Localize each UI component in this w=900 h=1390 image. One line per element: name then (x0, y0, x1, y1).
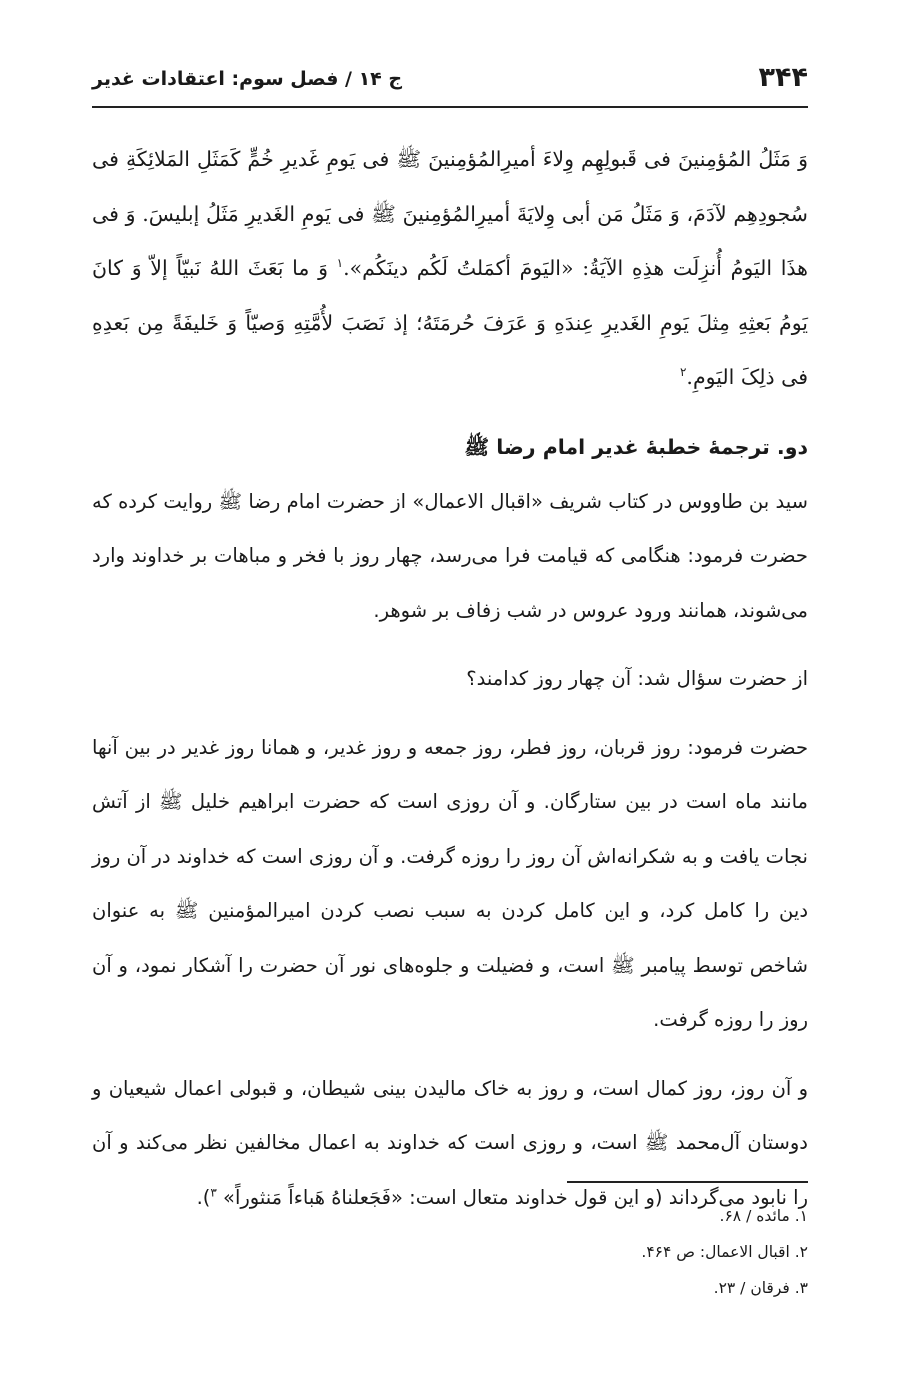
arabic-hadith-paragraph (92, 132, 808, 405)
running-title: ج ۱۴ / فصل سوم: اعتقادات غدیر (92, 68, 403, 90)
running-head (92, 62, 808, 102)
page-number: ۳۴۴ (758, 62, 808, 93)
footnote-rule (567, 1181, 808, 1183)
paragraph-4-end: ). (196, 1185, 211, 1209)
footnote-2: ۲. اقبال الاعمال: ص ۴۶۴. (641, 1243, 808, 1261)
footnote-1: ۱. مائده / ۶۸. (719, 1207, 808, 1225)
arabic-text-part1: وَ مَثَلُ المُؤمِنینَ فی قَبولِهِم وِلاءَ أمیرِالمُؤمِنینَ ﷺ فی یَومِ غَدیرِ خُمٍّ کَمَثَلِ المَلائِکَةِ فی سُجودِهِم لآدَمَ، وَ مَثَلُ مَن أبی وِلایَةَ أمیرِالمُؤمِنینَ ﷺ فی یَومِ الغَدیرِ مَثَلُ إبلیسَ. وَ فی هذَا الیَومُ أُنزِلَت هذِهِ الآیَةُ: «الیَومَ أکمَلتُ لَکُم دینَکُم». (92, 147, 808, 280)
footnote-ref-2: ۲ (679, 365, 687, 380)
paragraph-4-text: و آن روز، روز کمال است، و روز به خاک مالیدن بینی شیطان، و قبولی اعمال شیعیان و دوستان آل‌محمد ﷺ است، و روزی است که خداوند به اعمال مخالفین نظر می‌کند و آن را نابود می‌گرداند (و این قول خداوند متعال است: «فَجَعلناهُ هَباءاً مَنثوراً» (92, 1076, 808, 1209)
page-content (92, 132, 808, 1225)
paragraph-1: سید بن طاووس در کتاب شریف «اقبال الاعمال» از حضرت امام رضا ﷺ روایت کرده که حضرت فرمود: هنگامی که قیامت فرا می‌رسد، چهار روز با فخر و مباهات بر خداوند وارد می‌شوند، همانند ورود عروس در شب زفاف بر شوهر. (92, 489, 808, 622)
footnote-ref-1: ۱ (336, 256, 344, 271)
footnote-3: ۳. فرقان / ۲۳. (713, 1279, 808, 1297)
footnote-ref-3: ۳ (210, 1185, 217, 1199)
arabic-text-part2: وَ ما بَعَثَ اللهُ نَبیّاً إلاّ وَ کانَ یَومُ بَعثِهِ مِثلَ یَومِ الغَدیرِ عِندَهِ وَ عَرَفَ حُرمَتَهُ؛ إذ نَصَبَ لأُمَّتِهِ وَصیّاً وَ خَلیفَةً مِن بَعدِهِ فی ذلِکَ الیَومِ. (92, 256, 808, 389)
header-rule (92, 106, 808, 108)
paragraph-3: حضرت فرمود: روز قربان، روز فطر، روز جمعه و روز غدیر، و همانا روز غدیر در بین آنها مانند ماه است در بین ستارگان. و آن روزی است که حضرت ابراهیم خلیل ﷺ از آتش نجات یافت و به شکرانه‌اش آن روز را روزه گرفت. و آن روزی است که خداوند در آن روز دین را کامل کرد، و این کامل کردن به سبب نصب کردن امیرالمؤمنین ﷺ به عنوان شاخص توسط پیامبر ﷺ است، و فضیلت و جلوه‌های نور آن حضرت را آشکار نمود، و آن روز را روزه گرفت. (92, 735, 808, 1031)
footnotes (92, 1198, 808, 1306)
paragraph-2: از حضرت سؤال شد: آن چهار روز کدامند؟ (466, 667, 808, 690)
section-heading: دو. ترجمهٔ خطبهٔ غدیر امام رضا ﷺ (464, 434, 808, 459)
